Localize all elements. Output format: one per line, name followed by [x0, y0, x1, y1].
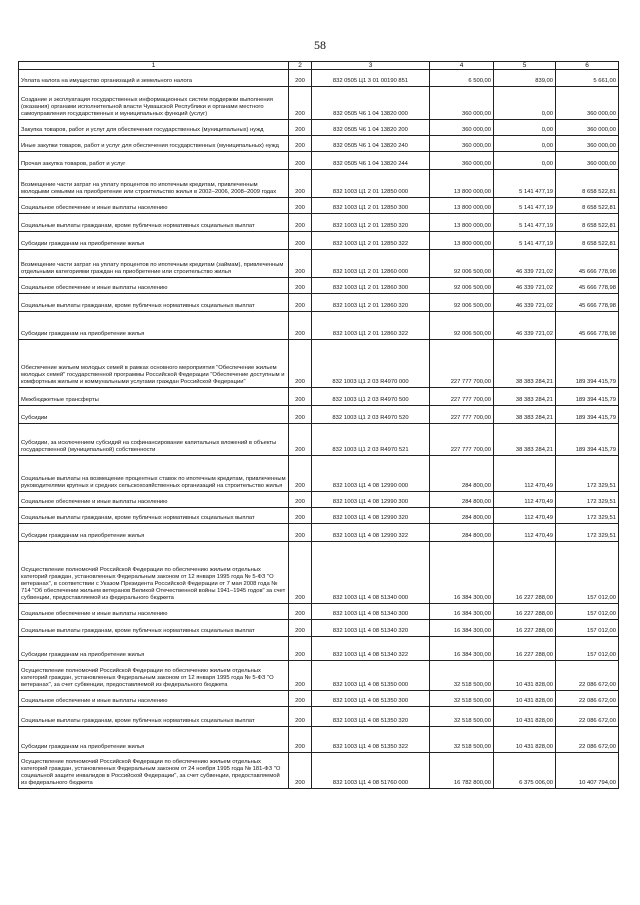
cell-next: 360 000,00	[556, 87, 619, 120]
cell-ministry: 200	[289, 508, 312, 524]
cell-plan: 92 006 500,00	[430, 312, 494, 340]
table-row	[19, 492, 619, 508]
cell-ministry: 200	[289, 312, 312, 340]
cell-name: Социальные выплаты гражданам, кроме публичных нормативных социальных выплат	[19, 214, 289, 232]
cell-code: 832 1003 Ц1 4 08 51340 320	[312, 620, 430, 637]
cell-plan: 227 777 700,00	[430, 388, 494, 406]
cell-ministry: 200	[289, 691, 312, 707]
cell-name: Возмещение части затрат на уплату процентов по ипотечным кредитам (займам), привлеченным отдельными категориями граждан на приобретение или строительство жилья	[19, 250, 289, 278]
table-row	[19, 87, 619, 120]
table-row	[19, 456, 619, 492]
cell-code: 832 1003 Ц1 2 01 12850 320	[312, 214, 430, 232]
cell-plan: 360 000,00	[430, 87, 494, 120]
cell-name: Социальные выплаты гражданам, кроме публичных нормативных социальных выплат	[19, 620, 289, 637]
cell-next: 45 666 778,98	[556, 312, 619, 340]
cell-name: Социальные выплаты гражданам, кроме публичных нормативных социальных выплат	[19, 508, 289, 524]
table-row	[19, 232, 619, 250]
cell-code: 832 1003 Ц1 4 08 51340 322	[312, 637, 430, 661]
cell-name: Социальные выплаты на возмещение процентных ставок по ипотечным кредитам, привлеченным руководителями крупных и средних сельскохозяйственных организаций на строительство жилья	[19, 456, 289, 492]
cell-plan: 16 384 300,00	[430, 604, 494, 620]
cell-next: 157 012,00	[556, 620, 619, 637]
cell-plan: 13 800 000,00	[430, 170, 494, 198]
table-row	[19, 214, 619, 232]
cell-code: 832 1003 Ц1 4 08 51350 000	[312, 661, 430, 691]
cell-fact: 5 141 477,19	[494, 232, 556, 250]
cell-next: 8 658 522,81	[556, 170, 619, 198]
cell-code: 832 1003 Ц1 4 08 12990 000	[312, 456, 430, 492]
cell-fact: 10 431 828,00	[494, 707, 556, 727]
cell-plan: 13 800 000,00	[430, 232, 494, 250]
cell-fact: 16 227 288,00	[494, 542, 556, 604]
cell-next: 45 666 778,98	[556, 250, 619, 278]
table-row	[19, 278, 619, 294]
cell-next: 8 658 522,81	[556, 232, 619, 250]
cell-plan: 284 800,00	[430, 492, 494, 508]
cell-name: Социальное обеспечение и иные выплаты населению	[19, 198, 289, 214]
table-row	[19, 388, 619, 406]
cell-plan: 13 800 000,00	[430, 198, 494, 214]
table-row	[19, 727, 619, 753]
cell-next: 172 329,51	[556, 508, 619, 524]
cell-name: Иные закупки товаров, работ и услуг для обеспечения государственных (муниципальных) нужд	[19, 136, 289, 152]
cell-fact: 112 470,49	[494, 524, 556, 542]
table-row	[19, 661, 619, 691]
cell-code: 832 1003 Ц1 2 01 12850 322	[312, 232, 430, 250]
cell-next: 172 329,51	[556, 456, 619, 492]
cell-code: 832 1003 Ц1 2 03 R4970 500	[312, 388, 430, 406]
cell-ministry: 200	[289, 707, 312, 727]
cell-code: 832 1003 Ц1 2 01 12860 300	[312, 278, 430, 294]
cell-ministry: 200	[289, 278, 312, 294]
column-header: 5	[494, 62, 556, 70]
table-row	[19, 340, 619, 388]
cell-name: Субсидии	[19, 406, 289, 424]
table-row	[19, 198, 619, 214]
cell-fact: 10 431 828,00	[494, 691, 556, 707]
cell-plan: 360 000,00	[430, 136, 494, 152]
cell-name: Субсидии гражданам на приобретение жилья	[19, 524, 289, 542]
cell-code: 832 1003 Ц1 2 03 R4970 520	[312, 406, 430, 424]
cell-next: 189 394 415,79	[556, 424, 619, 456]
cell-name: Социальное обеспечение и иные выплаты населению	[19, 691, 289, 707]
cell-fact: 0,00	[494, 120, 556, 136]
cell-ministry: 200	[289, 661, 312, 691]
table-row	[19, 620, 619, 637]
table-row	[19, 136, 619, 152]
cell-ministry: 200	[289, 152, 312, 170]
cell-next: 22 086 672,00	[556, 661, 619, 691]
cell-ministry: 200	[289, 70, 312, 87]
cell-code: 832 1003 Ц1 4 08 51340 300	[312, 604, 430, 620]
cell-name: Субсидии, за исключением субсидий на софинансирование капитальных вложений в объекты государственной (муниципальной) собственности	[19, 424, 289, 456]
column-header: 6	[556, 62, 619, 70]
column-header: 3	[312, 62, 430, 70]
cell-fact: 46 339 721,02	[494, 312, 556, 340]
cell-name: Осуществление полномочий Российской Федерации по обеспечению жильем отдельных категорий граждан, установленных Федеральным законом от 24 ноября 1995 года № 181-ФЗ "О социальной защите инвалидов в Российской Федерации", за счет субвенции, предоставляемой из федерального бюджета	[19, 753, 289, 789]
cell-plan: 284 800,00	[430, 524, 494, 542]
cell-next: 157 012,00	[556, 604, 619, 620]
cell-fact: 0,00	[494, 136, 556, 152]
cell-next: 45 666 778,98	[556, 278, 619, 294]
budget-table	[18, 61, 619, 789]
cell-code: 832 0505 Ч6 1 04 13820 000	[312, 87, 430, 120]
cell-name: Осуществление полномочий Российской Федерации по обеспечению жильем отдельных категорий граждан, установленных Федеральным законом от 12 января 1995 года № 5-ФЗ "О ветеранах", за счет субвенции, предоставляемой из федерального бюджета	[19, 661, 289, 691]
cell-name: Социальное обеспечение и иные выплаты населению	[19, 278, 289, 294]
cell-next: 360 000,00	[556, 136, 619, 152]
cell-fact: 10 431 828,00	[494, 661, 556, 691]
cell-name: Субсидии гражданам на приобретение жилья	[19, 727, 289, 753]
cell-ministry: 200	[289, 620, 312, 637]
cell-fact: 10 431 828,00	[494, 727, 556, 753]
cell-name: Субсидии гражданам на приобретение жилья	[19, 232, 289, 250]
cell-name: Социальные выплаты гражданам, кроме публичных нормативных социальных выплат	[19, 294, 289, 312]
cell-ministry: 200	[289, 637, 312, 661]
cell-next: 360 000,00	[556, 152, 619, 170]
cell-next: 8 658 522,81	[556, 198, 619, 214]
cell-name: Возмещение части затрат на уплату процентов по ипотечным кредитам, привлеченным молодыми семьями на приобретение или строительство жилья в 2002–2006, 2008–2009 годах	[19, 170, 289, 198]
cell-next: 22 086 672,00	[556, 707, 619, 727]
cell-next: 172 329,51	[556, 524, 619, 542]
cell-ministry: 200	[289, 170, 312, 198]
cell-plan: 16 782 800,00	[430, 753, 494, 789]
cell-plan: 32 518 500,00	[430, 727, 494, 753]
cell-plan: 16 384 300,00	[430, 637, 494, 661]
cell-fact: 112 470,49	[494, 492, 556, 508]
cell-next: 45 666 778,98	[556, 294, 619, 312]
column-header: 2	[289, 62, 312, 70]
table-row	[19, 524, 619, 542]
cell-ministry: 200	[289, 492, 312, 508]
cell-plan: 92 006 500,00	[430, 278, 494, 294]
cell-name: Социальное обеспечение и иные выплаты населению	[19, 492, 289, 508]
table-row	[19, 691, 619, 707]
cell-name: Прочая закупка товаров, работ и услуг	[19, 152, 289, 170]
cell-ministry: 200	[289, 604, 312, 620]
cell-fact: 16 227 288,00	[494, 604, 556, 620]
table-row	[19, 250, 619, 278]
cell-code: 832 1003 Ц1 2 01 12860 322	[312, 312, 430, 340]
cell-next: 5 661,00	[556, 70, 619, 87]
cell-plan: 16 384 300,00	[430, 542, 494, 604]
table-row	[19, 152, 619, 170]
cell-code: 832 1003 Ц1 4 08 51350 300	[312, 691, 430, 707]
cell-next: 189 394 415,79	[556, 388, 619, 406]
cell-fact: 38 383 284,21	[494, 340, 556, 388]
cell-code: 832 1003 Ц1 2 01 12860 320	[312, 294, 430, 312]
cell-next: 189 394 415,79	[556, 406, 619, 424]
cell-code: 832 1003 Ц1 2 03 R4970 000	[312, 340, 430, 388]
cell-ministry: 200	[289, 524, 312, 542]
cell-next: 8 658 522,81	[556, 214, 619, 232]
cell-plan: 360 000,00	[430, 120, 494, 136]
cell-ministry: 200	[289, 406, 312, 424]
cell-fact: 16 227 288,00	[494, 620, 556, 637]
cell-plan: 6 500,00	[430, 70, 494, 87]
cell-fact: 38 383 284,21	[494, 406, 556, 424]
cell-code: 832 1003 Ц1 2 03 R4970 521	[312, 424, 430, 456]
cell-ministry: 200	[289, 753, 312, 789]
cell-code: 832 1003 Ц1 4 08 12990 322	[312, 524, 430, 542]
cell-fact: 112 470,49	[494, 508, 556, 524]
cell-next: 157 012,00	[556, 542, 619, 604]
cell-ministry: 200	[289, 727, 312, 753]
table-row	[19, 294, 619, 312]
cell-ministry: 200	[289, 294, 312, 312]
cell-fact: 6 375 006,00	[494, 753, 556, 789]
cell-plan: 284 800,00	[430, 456, 494, 492]
cell-ministry: 200	[289, 87, 312, 120]
cell-fact: 5 141 477,19	[494, 198, 556, 214]
cell-code: 832 0505 Ч6 1 04 13820 200	[312, 120, 430, 136]
cell-code: 832 1003 Ц1 4 08 51350 322	[312, 727, 430, 753]
cell-code: 832 0505 Ч6 1 04 13820 244	[312, 152, 430, 170]
cell-ministry: 200	[289, 198, 312, 214]
cell-plan: 92 006 500,00	[430, 294, 494, 312]
table-row	[19, 424, 619, 456]
cell-name: Уплата налога на имущество организаций и земельного налога	[19, 70, 289, 87]
cell-plan: 13 800 000,00	[430, 214, 494, 232]
cell-fact: 112 470,49	[494, 456, 556, 492]
cell-name: Социальное обеспечение и иные выплаты населению	[19, 604, 289, 620]
cell-code: 832 1003 Ц1 4 08 51350 320	[312, 707, 430, 727]
cell-next: 172 329,51	[556, 492, 619, 508]
cell-ministry: 200	[289, 232, 312, 250]
cell-name: Создание и эксплуатация государственных информационных систем поддержки выполнения (оказания) органами исполнительной власти Чувашской Республики и органами местного самоуправления государственных и муниципальных функций (услуг)	[19, 87, 289, 120]
cell-ministry: 200	[289, 542, 312, 604]
cell-name: Субсидии гражданам на приобретение жилья	[19, 312, 289, 340]
cell-code: 832 0505 Ц1 3 01 00190 851	[312, 70, 430, 87]
cell-name: Закупка товаров, работ и услуг для обеспечения государственных (муниципальных) нужд	[19, 120, 289, 136]
table-row	[19, 170, 619, 198]
cell-ministry: 200	[289, 424, 312, 456]
cell-name: Осуществление полномочий Российской Федерации по обеспечению жильем отдельных категорий граждан, установленных Федеральным законом от 12 января 1995 года № 5-ФЗ "О ветеранах", в соответствии с Указом Президента Российской Федерации от 7 мая 2008 года № 714 "Об обеспечении жильем ветеранов Великой Отечественной войны 1941–1945 годов" за счет субвенции, предоставляемой из федерального бюджета	[19, 542, 289, 604]
cell-code: 832 0505 Ч6 1 04 13820 240	[312, 136, 430, 152]
cell-next: 10 407 794,00	[556, 753, 619, 789]
cell-ministry: 200	[289, 120, 312, 136]
column-header: 4	[430, 62, 494, 70]
cell-code: 832 1003 Ц1 4 08 51340 000	[312, 542, 430, 604]
cell-code: 832 1003 Ц1 2 01 12860 000	[312, 250, 430, 278]
cell-fact: 16 227 288,00	[494, 637, 556, 661]
cell-plan: 92 006 500,00	[430, 250, 494, 278]
cell-name: Обеспечение жильем молодых семей в рамках основного мероприятия "Обеспечение жильем молодых семей" государственной программы Российской Федерации "Обеспечение доступным и комфортным жильем и коммунальными услугами граждан Российской Федерации"	[19, 340, 289, 388]
cell-plan: 32 518 500,00	[430, 707, 494, 727]
cell-next: 189 394 415,79	[556, 340, 619, 388]
page-number: 58	[314, 38, 326, 52]
cell-fact: 46 339 721,02	[494, 294, 556, 312]
table-body	[19, 70, 619, 789]
table-row	[19, 753, 619, 789]
cell-ministry: 200	[289, 340, 312, 388]
cell-next: 22 086 672,00	[556, 727, 619, 753]
cell-ministry: 200	[289, 456, 312, 492]
table-row	[19, 707, 619, 727]
cell-ministry: 200	[289, 214, 312, 232]
cell-code: 832 1003 Ц1 4 08 51760 000	[312, 753, 430, 789]
cell-ministry: 200	[289, 136, 312, 152]
cell-fact: 38 383 284,21	[494, 388, 556, 406]
cell-code: 832 1003 Ц1 4 08 12990 300	[312, 492, 430, 508]
cell-plan: 227 777 700,00	[430, 406, 494, 424]
cell-plan: 227 777 700,00	[430, 340, 494, 388]
cell-plan: 16 384 300,00	[430, 620, 494, 637]
cell-ministry: 200	[289, 388, 312, 406]
cell-plan: 32 518 500,00	[430, 661, 494, 691]
cell-fact: 0,00	[494, 152, 556, 170]
cell-next: 22 086 672,00	[556, 691, 619, 707]
cell-code: 832 1003 Ц1 2 01 12850 300	[312, 198, 430, 214]
cell-name: Субсидии гражданам на приобретение жилья	[19, 637, 289, 661]
table-row	[19, 637, 619, 661]
cell-next: 360 000,00	[556, 120, 619, 136]
cell-fact: 5 141 477,19	[494, 170, 556, 198]
cell-fact: 38 383 284,21	[494, 424, 556, 456]
table-row	[19, 120, 619, 136]
cell-next: 157 012,00	[556, 637, 619, 661]
cell-plan: 284 800,00	[430, 508, 494, 524]
table-row	[19, 508, 619, 524]
cell-plan: 32 518 500,00	[430, 691, 494, 707]
cell-fact: 46 339 721,02	[494, 278, 556, 294]
cell-fact: 46 339 721,02	[494, 250, 556, 278]
table-row	[19, 70, 619, 87]
cell-code: 832 1003 Ц1 2 01 12850 000	[312, 170, 430, 198]
cell-plan: 227 777 700,00	[430, 424, 494, 456]
cell-name: Межбюджетные трансферты	[19, 388, 289, 406]
cell-fact: 0,00	[494, 87, 556, 120]
table-row	[19, 604, 619, 620]
column-header: 1	[19, 62, 289, 70]
cell-ministry: 200	[289, 250, 312, 278]
cell-code: 832 1003 Ц1 4 08 12990 320	[312, 508, 430, 524]
cell-name: Социальные выплаты гражданам, кроме публичных нормативных социальных выплат	[19, 707, 289, 727]
cell-fact: 5 141 477,19	[494, 214, 556, 232]
table-row	[19, 542, 619, 604]
table-row	[19, 312, 619, 340]
table-header-row	[19, 62, 619, 70]
table-row	[19, 406, 619, 424]
cell-fact: 839,00	[494, 70, 556, 87]
cell-plan: 360 000,00	[430, 152, 494, 170]
